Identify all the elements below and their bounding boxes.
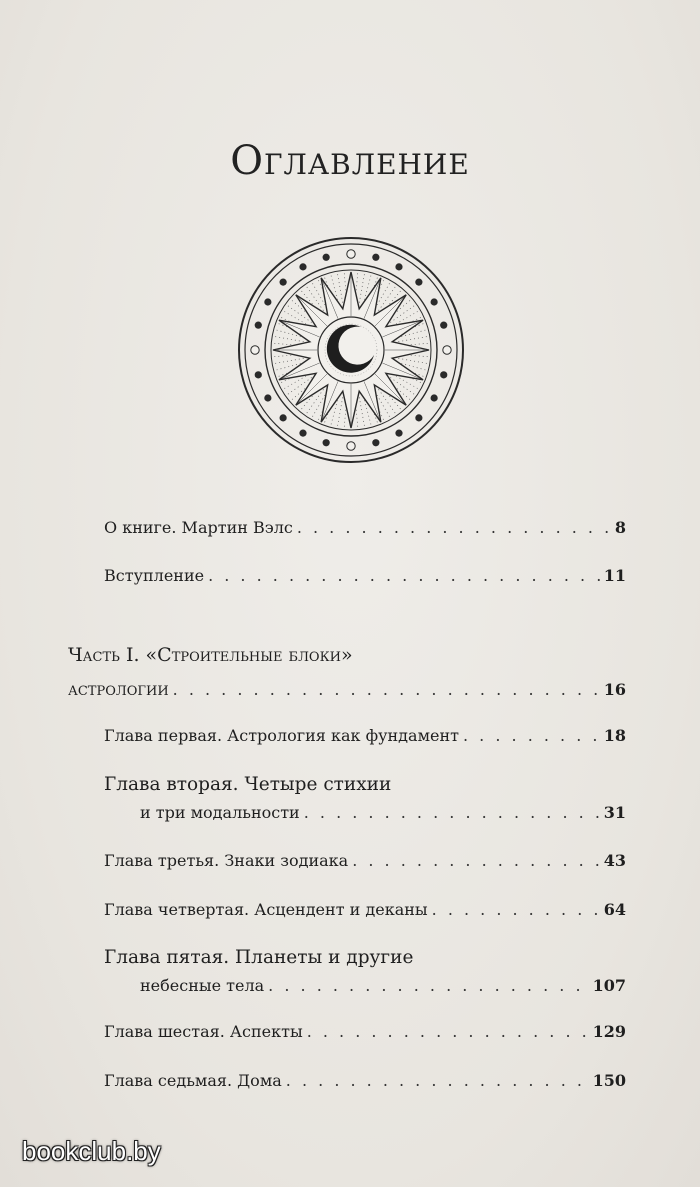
toc-chapter-5[interactable] [140,976,626,995]
leader-dots [463,726,600,745]
leader-dots [286,1071,589,1090]
toc-page-number: 18 [603,726,626,745]
toc-chapter-4[interactable] [104,900,626,919]
toc-page-number: 64 [603,900,626,919]
toc-entry-title: Вступление [104,566,205,585]
toc-entry-title: Глава шестая. Аспекты [104,1022,303,1041]
sun-moon-mandala-icon [236,235,466,465]
toc-chapter-1[interactable] [104,726,626,745]
toc-page-number: 129 [592,1022,626,1041]
leader-dots [297,518,611,537]
toc-part-title-line2: астрологии [68,678,169,700]
leader-dots [304,803,600,822]
toc-chapter-3[interactable] [104,851,626,870]
toc-chapter-7[interactable] [104,1071,626,1090]
page-title: Оглавление [230,138,470,184]
leader-dots [173,680,600,699]
leader-dots [352,851,600,870]
leader-dots [307,1022,589,1041]
leader-dots [268,976,588,995]
toc-page-number: 8 [614,518,626,537]
toc-chapter-2[interactable] [140,803,626,822]
leader-dots [208,566,600,585]
toc-part-1[interactable] [68,678,626,700]
toc-page-number: 150 [592,1071,626,1090]
toc-entry-title: небесные тела [140,976,265,995]
toc-entry-title: и три модальности [140,803,300,822]
toc-entry-title: Глава седьмая. Дома [104,1071,282,1090]
toc-page-number: 107 [592,976,626,995]
toc-part-title-line1[interactable]: Часть I. «Строительные блоки» [68,644,353,666]
site-watermark: bookclub.by [22,1136,161,1166]
toc-chapter-6[interactable] [104,1022,626,1041]
toc-chapter-2-line1[interactable]: Глава вторая. Четыре стихии [104,774,392,795]
leader-dots [432,900,600,919]
toc-page-number: 31 [603,803,626,822]
toc-page-number: 16 [603,680,626,699]
toc-entry-title: Глава первая. Астрология как фундамент [104,726,459,745]
toc-entry-title: Глава третья. Знаки зодиака [104,851,349,870]
toc-entry-title: О книге. Мартин Вэлс [104,518,293,537]
toc-entry-intro[interactable] [104,566,626,585]
toc-chapter-5-line1[interactable]: Глава пятая. Планеты и другие [104,947,414,968]
toc-entry-title: Глава четвертая. Асцендент и деканы [104,900,428,919]
toc-page-number: 43 [603,851,626,870]
toc-page-number: 11 [603,566,626,585]
toc-entry-about[interactable] [104,518,626,537]
